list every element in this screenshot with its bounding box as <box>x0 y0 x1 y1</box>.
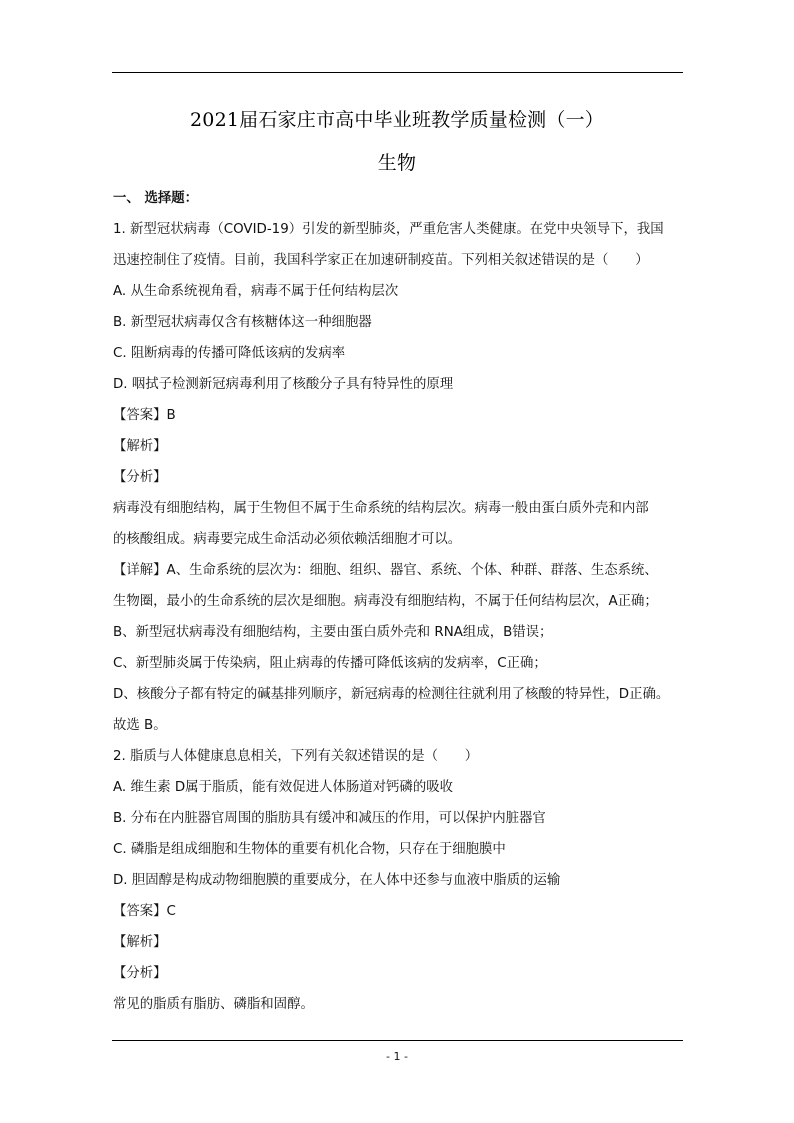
question-1-fenxi-line-1: 病毒没有细胞结构，属于生物但不属于生命系统的结构层次。病毒一般由蛋白质外壳和内部 <box>113 501 649 516</box>
question-2-option-b: B. 分布在内脏器官周围的脂肪具有缓冲和减压的作用，可以保护内脏器官 <box>113 811 546 826</box>
section-heading: 一、 选择题： <box>113 191 199 206</box>
question-2-option-a: A. 维生素 D属于脂质，能有效促进人体肠道对钙磷的吸收 <box>113 780 453 795</box>
question-1-answer: 【答案】B <box>113 408 176 423</box>
question-1-analysis-label: 【解析】 <box>113 439 167 454</box>
question-1-conclusion: 故选 B。 <box>113 718 167 733</box>
question-1-detail-line-1: 【详解】A、生命系统的层次为：细胞、组织、器官、系统、个体、种群、群落、生态系统、 <box>113 563 658 578</box>
question-2-analysis-label: 【解析】 <box>113 935 167 950</box>
header-rule <box>112 72 683 73</box>
question-2-fenxi-line-1: 常见的脂质有脂肪、磷脂和固醇。 <box>113 997 314 1012</box>
document-body <box>113 183 685 1020</box>
question-1-stem-line-2: 迅速控制住了疫情。目前，我国科学家正在加速研制疫苗。下列相关叙述错误的是（ ） <box>113 253 649 268</box>
question-2-fenxi-label: 【分析】 <box>113 966 167 981</box>
subject-title: 生物 <box>377 152 417 174</box>
question-1-detail-line-5: D、核酸分子都有特定的碱基排列顺序，新冠病毒的检测往往就利用了核酸的特异性，D正确。 <box>113 687 670 702</box>
question-2-option-c: C. 磷脂是组成细胞和生物体的重要有机化合物，只存在于细胞膜中 <box>113 842 506 857</box>
question-1-detail-line-3: B、新型冠状病毒没有细胞结构，主要由蛋白质外壳和 RNA组成，B错误； <box>113 625 553 640</box>
footer-rule <box>112 1040 683 1041</box>
question-2-answer: 【答案】C <box>113 904 176 919</box>
question-2-option-d: D. 胆固醇是构成动物细胞膜的重要成分，在人体中还参与血液中脂质的运输 <box>113 873 561 888</box>
question-2-stem: 2. 脂质与人体健康息息相关，下列有关叙述错误的是（ ） <box>113 749 479 764</box>
question-1-option-a: A. 从生命系统视角看，病毒不属于任何结构层次 <box>113 284 399 299</box>
question-1-detail-line-2: 生物圈，最小的生命系统的层次是细胞。病毒没有细胞结构，不属于任何结构层次，A正确； <box>113 594 658 609</box>
question-1-option-d: D. 咽拭子检测新冠病毒利用了核酸分子具有特异性的原理 <box>113 377 454 392</box>
question-1-option-b: B. 新型冠状病毒仅含有核糖体这一种细胞器 <box>113 315 372 330</box>
question-1-detail-line-4: C、新型肺炎属于传染病，阻止病毒的传播可降低该病的发病率，C正确； <box>113 656 547 671</box>
question-1-option-c: C. 阻断病毒的传播可降低该病的发病率 <box>113 346 346 361</box>
page-number: - 1 - <box>386 1050 408 1063</box>
question-1-fenxi-line-2: 的核酸组成。病毒要完成生命活动必须依赖活细胞才可以。 <box>113 532 462 547</box>
document-title: 2021届石家庄市高中毕业班教学质量检测（一） <box>190 109 604 131</box>
question-1-fenxi-label: 【分析】 <box>113 470 167 485</box>
question-1-stem-line-1: 1. 新型冠状病毒（COVID-19）引发的新型肺炎，严重危害人类健康。在党中央领导下，我国 <box>113 222 664 237</box>
